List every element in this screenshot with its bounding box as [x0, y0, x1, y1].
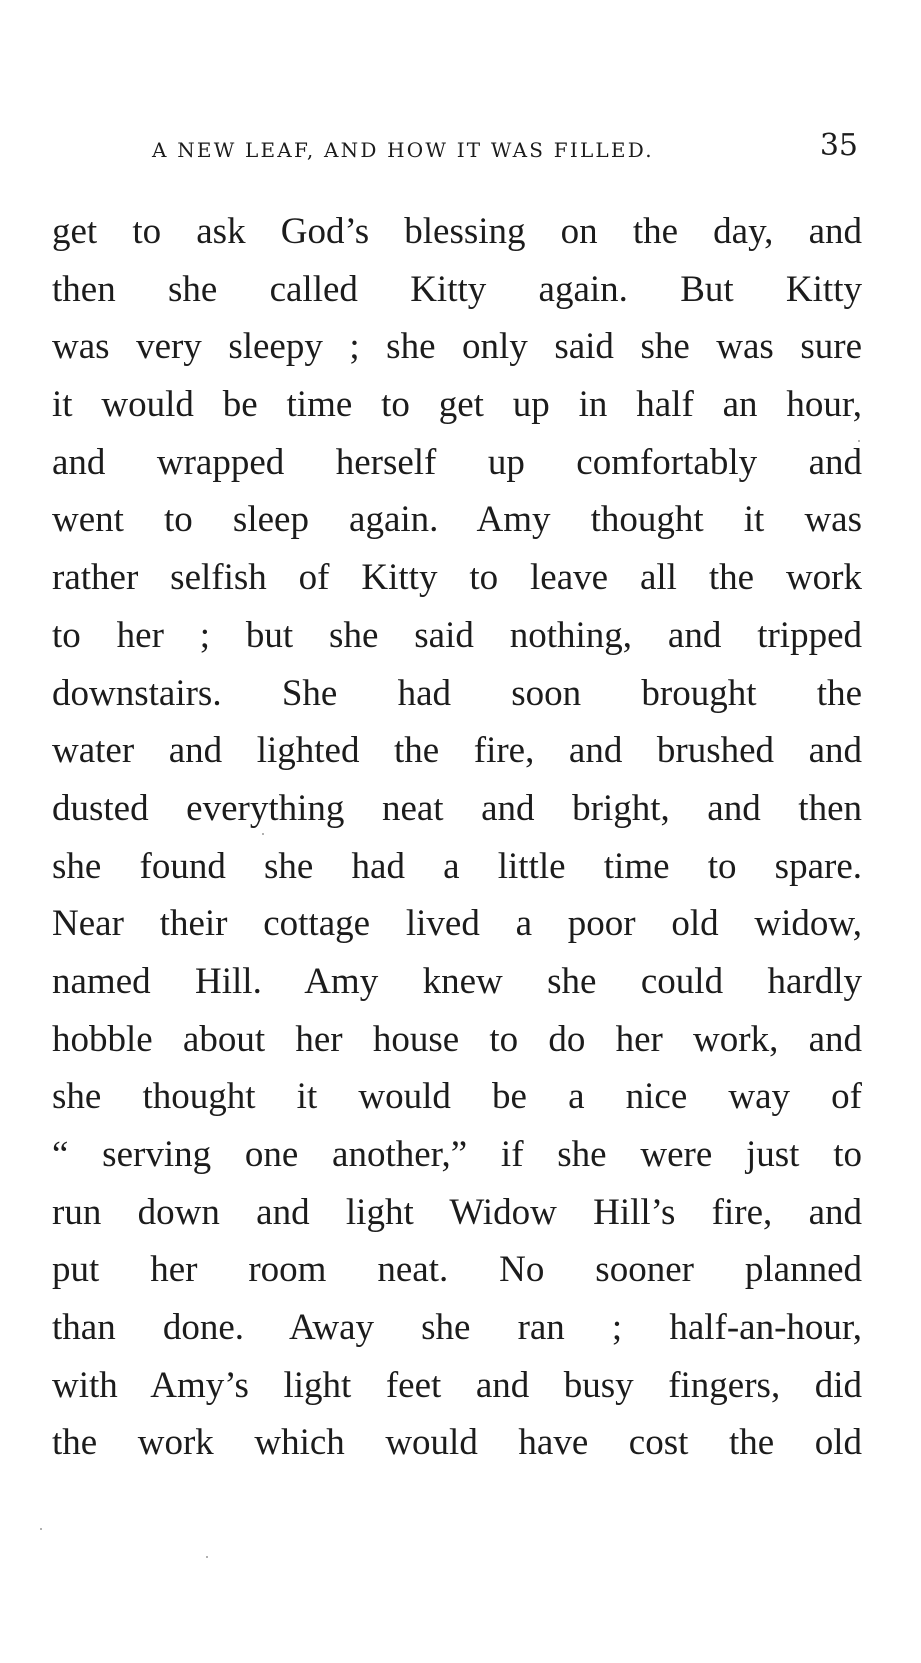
text-line: then she called Kitty again. But Kitty	[52, 268, 862, 310]
text-line: with Amy’s light feet and busy fingers, did	[52, 1364, 862, 1406]
page-number: 35	[819, 128, 858, 163]
paper-speck	[206, 1556, 208, 1558]
text-line: she thought it would be a nice way of	[52, 1076, 862, 1118]
text-line: dusted everything neat and bright, and then	[52, 787, 862, 829]
body-text	[52, 203, 862, 1472]
text-line: “ serving one another,” if she were just to	[52, 1134, 862, 1175]
text-line: water and lighted the fire, and brushed and	[52, 730, 862, 772]
text-line: she found she had a little time to spare.	[52, 845, 862, 887]
paper-speck	[40, 1528, 42, 1530]
text-line: Near their cottage lived a poor old widow,	[52, 903, 862, 945]
paper-speck	[262, 833, 264, 835]
running-title: A NEW LEAF, AND HOW IT WAS FILLED.	[152, 138, 654, 162]
text-line: named Hill. Amy knew she could hardly	[52, 960, 862, 1002]
text-line: went to sleep again. Amy thought it was	[52, 499, 862, 541]
text-line: was very sleepy ; she only said she was sure	[52, 326, 862, 368]
text-line: it would be time to get up in half an hour,	[52, 384, 862, 426]
running-head	[52, 128, 862, 168]
text-line: than done. Away she ran ; half-an-hour,	[52, 1307, 862, 1349]
text-line: to her ; but she said nothing, and tripped	[52, 614, 862, 656]
text-line: hobble about her house to do her work, and	[52, 1018, 862, 1060]
text-line: put her room neat. No sooner planned	[52, 1249, 862, 1291]
text-line: get to ask God’s blessing on the day, and	[52, 211, 862, 252]
text-line: the work which would have cost the old	[52, 1422, 862, 1464]
text-line: downstairs. She had soon brought the	[52, 672, 862, 714]
text-line: rather selfish of Kitty to leave all the work	[52, 557, 862, 599]
text-line: run down and light Widow Hill’s fire, and	[52, 1191, 862, 1233]
text-line: and wrapped herself up comfortably and	[52, 441, 862, 483]
paper-speck	[858, 440, 860, 442]
